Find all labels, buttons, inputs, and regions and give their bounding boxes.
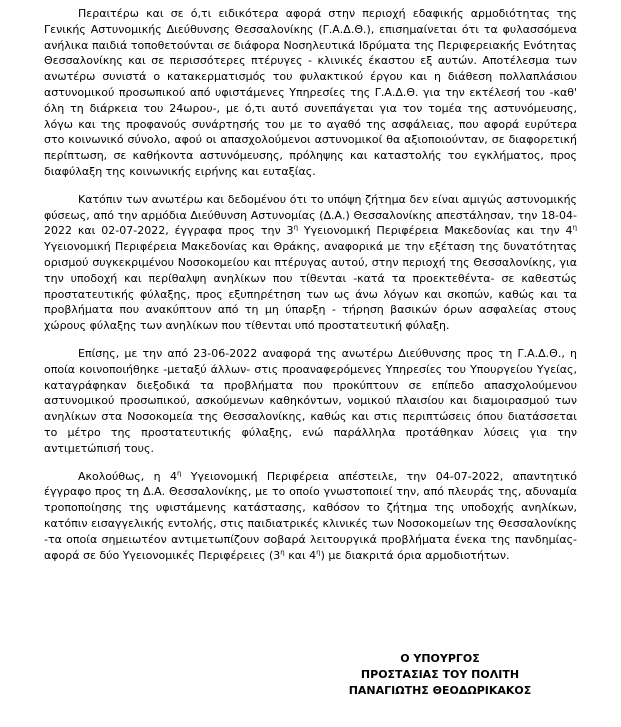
paragraph-text: Κατόπιν των ανωτέρω και δεδομένου ότι το υπόψη ζήτημα δεν είναι αμιγώς αστυνομικής φύσεως, από την αρμόδια Διεύθυνση Αστυνομίας (Δ.Α.) Θεσσαλονίκης απεστάλησαν, την 18-04-2022 και 02-07-2022, έγγραφα προς την 3 xyxy=(44,192,577,238)
paragraph-text: Ακολούθως, η 4 xyxy=(78,469,177,483)
paragraph-text: Υγειονομική Περιφέρεια Μακεδονίας και την 4 xyxy=(298,224,573,238)
paragraph-text: Υγειονομική Περιφέρεια απέστειλε, την 04-07-2022, απαντητικό έγγραφο προς τη Δ.Α. Θεσσαλονίκης, με το οποίο γνωστοποιεί την, από πλευράς της, αδυναμία τροποποίησης της υφιστάμενης κατάστασης, καθόσον το ζήτημα της υποδοχής ανηλίκων, κατόπιν εισαγγελικής εντολής, στις παιδιατρικές κλινικές των Νοσοκομείων της Θεσσαλονίκης -τα οποία σημειωτέον αντιμετωπίζουν σοβαρά λειτουργικά προβλήματα ένεκα της πανδημίας- αφορά σε δύο Υγειονομικές Περιφέρειες (3 xyxy=(44,469,577,562)
signature-title: Ο ΥΠΟΥΡΓΟΣ xyxy=(400,652,480,665)
paragraph-text: και 4 xyxy=(284,548,317,562)
ordinal-superscript: η xyxy=(280,547,285,556)
paragraph-jurisdiction xyxy=(44,6,577,180)
signature-ministry: ΠΡΟΣΤΑΣΙΑΣ ΤΟΥ ΠΟΛΙΤΗ xyxy=(360,668,520,681)
paragraph-text: ) με διακριτά όρια αρμοδιοτήτων. xyxy=(320,548,510,562)
paragraph-report xyxy=(44,346,577,457)
paragraph-text: Περαιτέρω και σε ό,τι ειδικότερα αφορά στην περιοχή εδαφικής αρμοδιότητας της Γενικής Αστυνομικής Διεύθυνσης Θεσσαλονίκης (Γ.Α.Δ.Θ.), επισημαίνεται ότι τα φυλασσόμενα ανήλικα παιδιά τοποθετούνται σε διάφορα Νοσηλευτικά Ιδρύματα της Περιφερειακής Ενότητας Θεσσαλονίκης και σε περισσότερες πτέρυγες - κλινικές έκαστου εξ αυτών. Αποτέλεσμα των ανωτέρω συνιστά ο κατακερματισμός του φυλακτικού έργου και η διάθεση πολλαπλάσιου αστυνομικού προσωπικού από υφιστάμενες Υπηρεσίες της Γ.Α.Δ.Θ. για την εκτέλεσή του -καθ' όλη τη διάρκεια του 24ωρου-, με ό,τι αυτό συνεπάγεται για τον τομέα της αστυνόμευσης, λόγω και της προφανούς συνάρτησής του με το αγαθό της ασφάλειας, που αφορά ευρύτερα στο κοινωνικό σύνολο, αφού οι απασχολούμενοι αστυνομικοί θα αξιοποιούνταν, σε διαφορετική περίπτωση, σε καθήκοντα αστυνόμευσης, πρόληψης και καταστολής του εγκλήματος, προς διαφύλαξη της κοινωνικής ειρήνης και ευταξίας. xyxy=(44,7,577,178)
ordinal-superscript: η xyxy=(293,223,298,232)
ordinal-superscript: η xyxy=(316,547,321,556)
signature-block xyxy=(340,651,540,699)
paragraph-text: Υγειονομική Περιφέρεια Μακεδονίας και Θράκης, αναφορικά με την εξέταση της δυνατότητας ορισμού συγκεκριμένου Νοσοκομείου και πτέρυγας αυτού, στην περιοχή της Θεσσαλονίκης, για την υποδοχή και περίθαλψη ανηλίκων που τίθενται -κατά τα προεκτεθέντα- σε καθεστώς προστατευτικής φύλαξης, προς εξυπηρέτηση των ως άνω λόγων και σκοπών, καθώς και τα προβλήματα που ανακύπτουν από τη μη ύπαρξη - τήρηση βασικών όρων ασφαλείας στους χώρους φύλαξης των ανηλίκων που τίθενται υπό προστατευτική φύλαξη. xyxy=(44,240,577,333)
signature-name: ΠΑΝΑΓΙΩΤΗΣ ΘΕΟΔΩΡΙΚΑΚΟΣ xyxy=(348,684,532,697)
ordinal-superscript: η xyxy=(176,468,182,477)
paragraph-response xyxy=(44,469,577,564)
paragraph-text: Επίσης, με την από 23-06-2022 αναφορά της ανωτέρω Διεύθυνσης προς τη Γ.Α.Δ.Θ., η οποία κοινοποιήθηκε -μεταξύ άλλων- στις προαναφερόμενες Υπηρεσίες του Υπουργείου Υγείας, καταγράφηκαν διεξοδικά τα προβλήματα που προκύπτουν σε επίπεδο απασχολούμενου αστυνομικού προσωπικού, ασκούμενων καθηκόντων, νομικού πλαισίου και διαμοιρασμού των ανηλίκων στα Νοσοκομεία της Θεσσαλονίκης, καθώς και στις περιπτώσεις όπου διατάσσεται το μέτρο της προστατευτικής φύλαξης, ενώ παράλληλα προτάθηκαν λύσεις για την αντιμετώπισή τους. xyxy=(44,346,577,455)
ordinal-superscript: η xyxy=(572,223,577,232)
paragraph-correspondence xyxy=(44,192,577,334)
